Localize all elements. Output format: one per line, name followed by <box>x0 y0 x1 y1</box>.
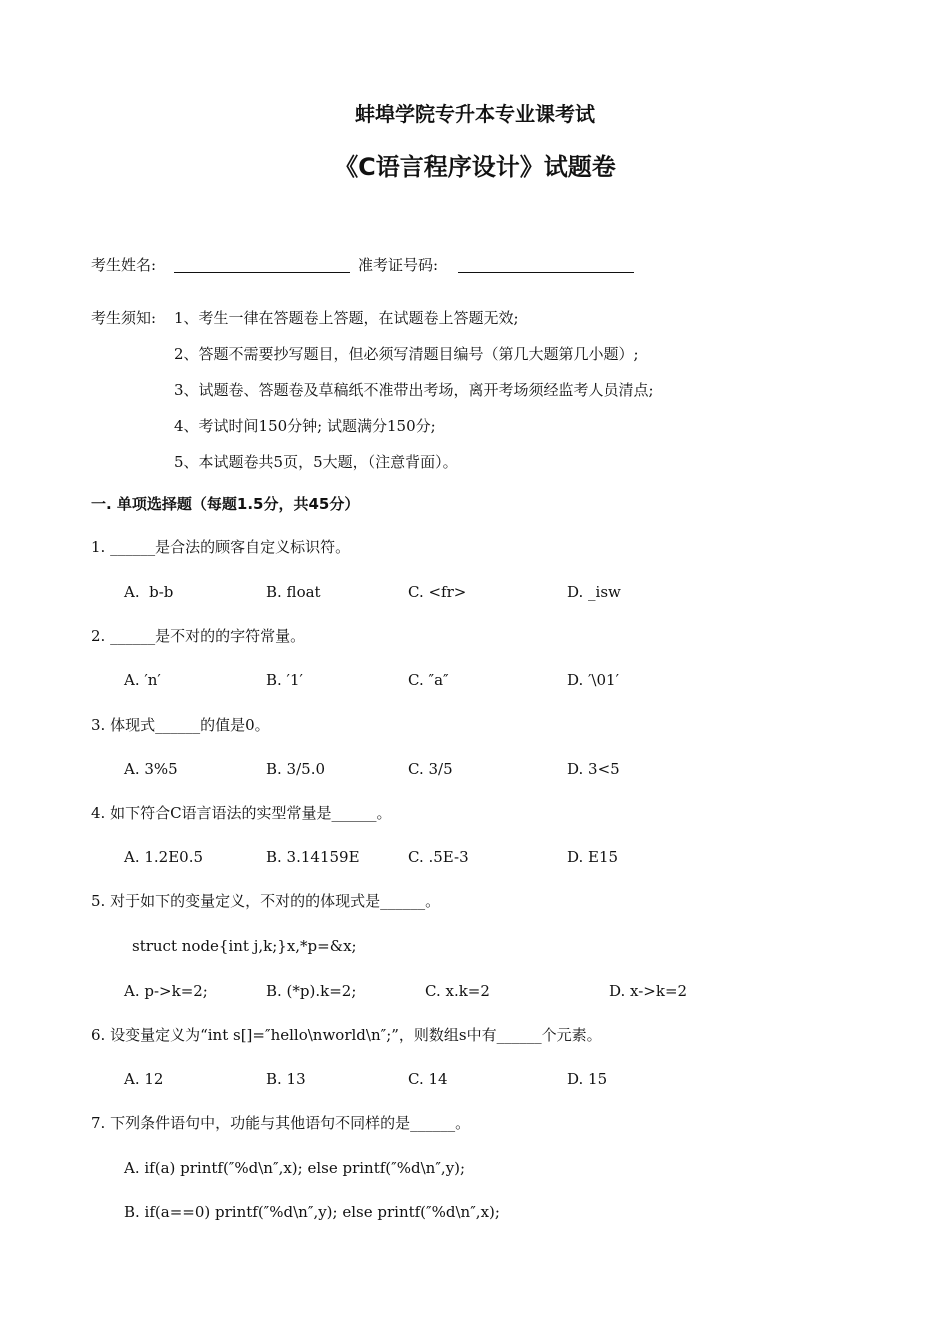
notice-item: 3、试题卷、答题卷及草稿纸不准带出考场，离开考场须经监考人员清点; <box>174 381 654 399</box>
question-stem: 2. ______是不对的的字符常量。 <box>91 627 306 645</box>
option-b: B. if(a==0) printf(″%d\n″,y); else printf(″%d\n″,x); <box>124 1203 500 1221</box>
option-d: D. _isw <box>567 583 621 601</box>
option-d: D. 15 <box>567 1070 608 1088</box>
notice-item: 4、考试时间150分钟; 试题满分150分; <box>174 417 436 435</box>
notice-label: 考生须知: <box>91 309 157 327</box>
notice-item: 5、本试题卷共5页，5大题，（注意背面）。 <box>174 453 458 471</box>
section-heading: 一. 单项选择题（每题1.5分，共45分） <box>91 495 360 513</box>
candidate-name-blank <box>174 272 350 273</box>
question-stem: 5. 对于如下的变量定义，不对的的体现式是______。 <box>91 892 441 910</box>
option-c: C. ″a″ <box>408 671 449 689</box>
option-c: C. 3/5 <box>408 760 453 778</box>
question-stem: 6. 设变量定义为“int s[]=″hello\nworld\n″;”，则数组s中有______个元素。 <box>91 1026 602 1044</box>
option-d: D. x->k=2 <box>609 982 688 1000</box>
exam-institution-title: 蚌埠学院专升本专业课考试 <box>355 102 595 126</box>
option-a: A. if(a) printf(″%d\n″,x); else printf(″%d\n″,y); <box>124 1159 466 1177</box>
option-a: A. p->k=2; <box>124 982 208 1000</box>
option-b: B. 3/5.0 <box>266 760 326 778</box>
question-stem: 7. 下列条件语句中，功能与其他语句不同样的是______。 <box>91 1114 471 1132</box>
question-stem: 3. 体现式______的值是0。 <box>91 716 270 734</box>
candidate-id-blank <box>458 272 634 273</box>
option-d: D. E15 <box>567 848 619 866</box>
question-stem: 4. 如下符合C语言语法的实型常量是______。 <box>91 804 392 822</box>
exam-paper-title: 《C语言程序设计》试题卷 <box>334 153 616 181</box>
option-c: C. .5E-3 <box>408 848 469 866</box>
option-a: A. 3%5 <box>124 760 178 778</box>
option-a: A. 1.2E0.5 <box>124 848 204 866</box>
option-c: C. 14 <box>408 1070 448 1088</box>
option-b: B. ′1′ <box>266 671 303 689</box>
code-line: struct node{int j,k;}x,*p=&x; <box>132 937 357 955</box>
option-b: B. 13 <box>266 1070 306 1088</box>
option-a: A. b-b <box>124 583 174 601</box>
candidate-id-label: 准考证号码: <box>358 256 439 274</box>
option-b: B. (*p).k=2; <box>266 982 357 1000</box>
option-c: C. x.k=2 <box>425 982 490 1000</box>
option-d: D. 3<5 <box>567 760 620 778</box>
option-d: D. ′\01′ <box>567 671 619 689</box>
notice-item: 1、考生一律在答题卷上答题，在试题卷上答题无效; <box>174 309 519 327</box>
option-b: B. float <box>266 583 321 601</box>
candidate-name-label: 考生姓名: <box>91 256 157 274</box>
option-a: A. 12 <box>124 1070 164 1088</box>
option-a: A. ′n′ <box>124 671 161 689</box>
question-stem: 1. ______是合法的顾客自定义标识符。 <box>91 538 351 556</box>
notice-item: 2、答题不需要抄写题目，但必须写清题目编号（第几大题第几小题）; <box>174 345 639 363</box>
option-b: B. 3.14159E <box>266 848 360 866</box>
option-c: C. <fr> <box>408 583 467 601</box>
